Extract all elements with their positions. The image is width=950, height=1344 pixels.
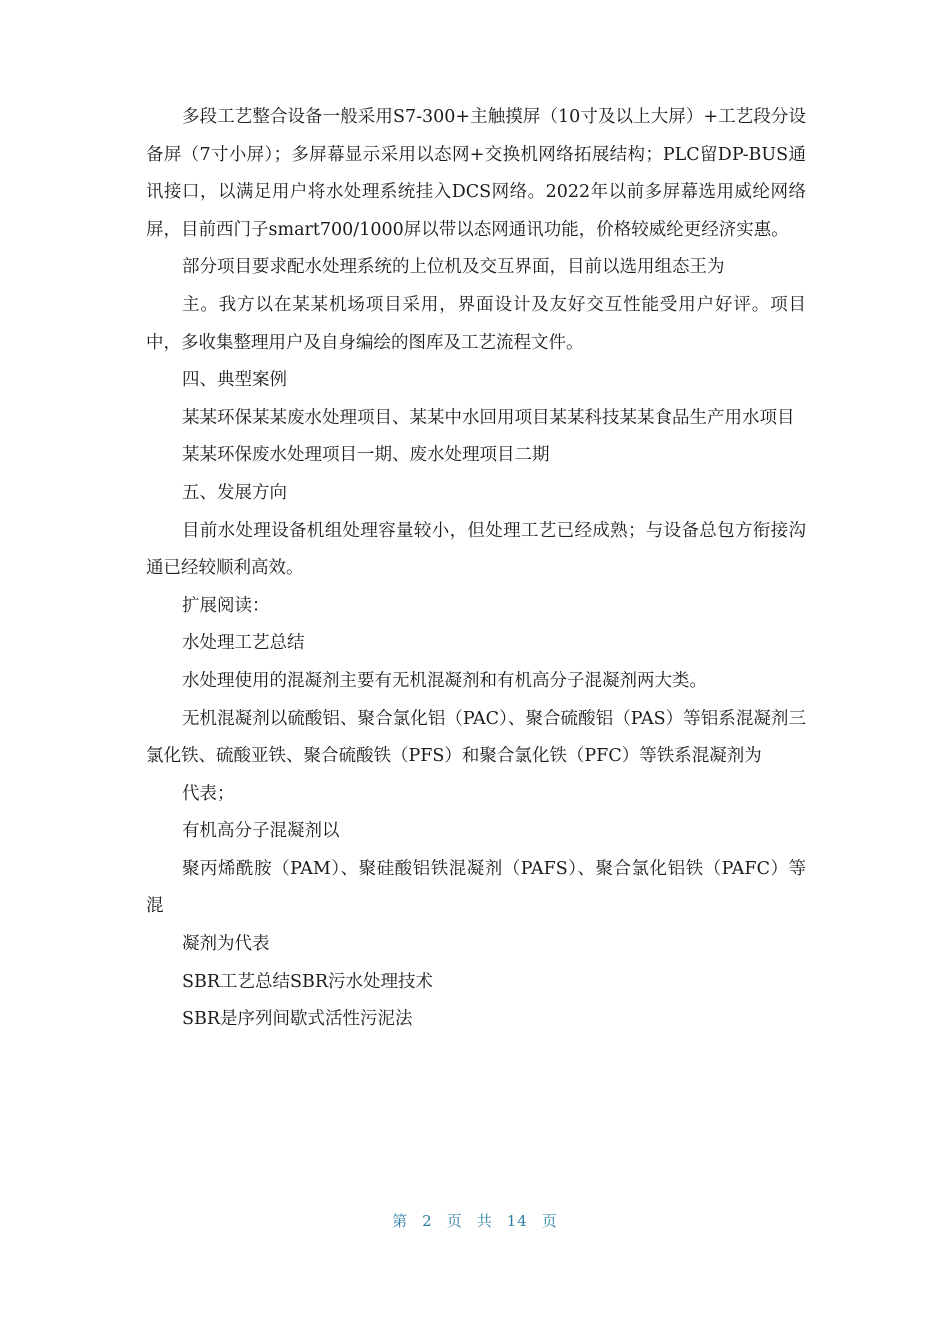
paragraph-sbr-summary: SBR工艺总结SBR污水处理技术 [182,971,434,992]
paragraph-extended-reading: 扩展阅读： [182,595,270,616]
footer-page-label: 页 [446,1212,463,1230]
paragraph-cases-phases: 某某环保废水处理项目一期、废水处理项目二期 [182,445,550,466]
footer-page-number: 2 [422,1212,433,1230]
paragraph-host-computer: 部分项目要求配水处理系统的上位机及交互界面，目前以选用组态王为 [182,257,725,278]
paragraph-airport-project: 主。我方以在某某机场项目采用，界面设计及友好交互性能受用户好评。项目中，多收集整理用户及自身编绘的图库及工艺流程文件。 [146,294,806,353]
document-body [146,99,806,1039]
paragraph-representative: 代表； [182,783,235,804]
footer-total-label: 共 [476,1212,493,1230]
paragraph-inorganic-coagulants: 无机混凝剂以硫酸铝、聚合氯化铝（PAC）、聚合硫酸铝（PAS）等铝系混凝剂三氯化铁、硫酸亚铁、聚合硫酸铁（PFS）和聚合氯化铁（PFC）等铁系混凝剂为 [146,708,806,767]
paragraph-development: 目前水处理设备机组处理容量较小，但处理工艺已经成熟；与设备总包方衔接沟通已经较顺利高效。 [146,520,806,579]
paragraph-organic-list: 聚丙烯酰胺（PAM）、聚硅酸铝铁混凝剂（PAFS）、聚合氯化铝铁（PAFC）等混 [146,858,806,917]
paragraph-organic-coagulants: 有机高分子混凝剂以 [182,821,340,842]
page-footer [0,1210,950,1231]
paragraph-process-summary-title: 水处理工艺总结 [182,633,305,654]
footer-suffix: 页 [541,1212,558,1230]
section-heading-development: 五、发展方向 [182,482,287,503]
footer-total-pages: 14 [506,1212,528,1230]
paragraph-sbr-definition: SBR是序列间歇式活性污泥法 [182,1009,413,1030]
paragraph-organic-representative: 凝剂为代表 [182,934,270,955]
paragraph-coagulant-types: 水处理使用的混凝剂主要有无机混凝剂和有机高分子混凝剂两大类。 [182,670,707,691]
paragraph-plc-network: 多段工艺整合设备一般采用S7-300+主触摸屏（10寸及以上大屏）+工艺段分设备屏（7寸小屏）；多屏幕显示采用以态网+交换机网络拓展结构；PLC留DP-BUS通讯接口，以满足用户将水处理系统挂入DCS网络。2022年以前多屏幕选用威纶网络屏，目前西门子smart700/1000屏以带以态网通讯功能，价格较威纶更经济实惠。 [146,107,806,240]
footer-prefix: 第 [392,1212,409,1230]
paragraph-cases-list: 某某环保某某废水处理项目、某某中水回用项目某某科技某某食品生产用水项目 [182,407,795,428]
section-heading-typical-cases: 四、典型案例 [182,370,287,391]
